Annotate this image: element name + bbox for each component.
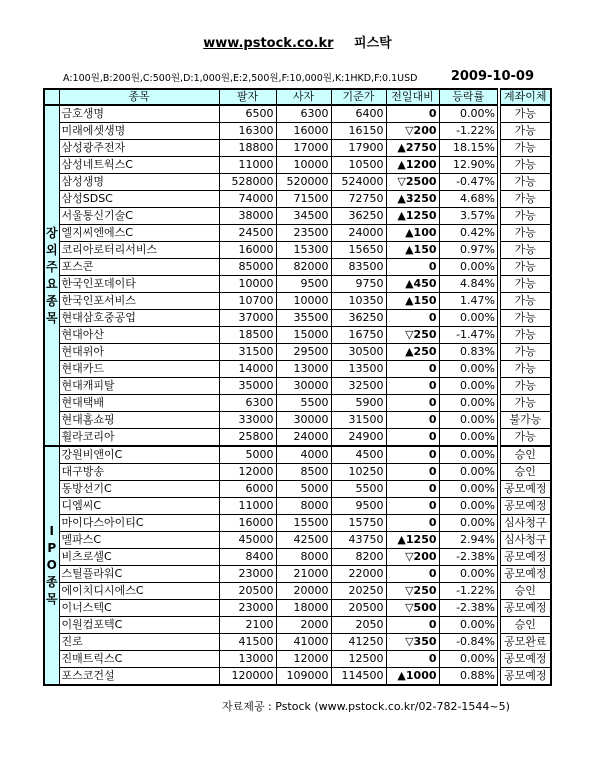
- sell-price-cell: 6000: [219, 481, 276, 498]
- change-cell: 0: [386, 464, 439, 481]
- base-price-cell: 43750: [331, 532, 386, 549]
- sell-price-cell: 16000: [219, 242, 276, 259]
- unit-legend: A:100원,B:200원,C:500원,D:1,000원,E:2,500원,F:10,000원,K:1HKD,F:0.1USD: [63, 73, 418, 84]
- sell-price-cell: 6500: [219, 105, 276, 123]
- change-cell: ▲1200: [386, 157, 439, 174]
- change-cell: 0: [386, 515, 439, 532]
- data-source-credit: 자료제공 : Pstock (www.pstock.co.kr/02-782-1544~5): [222, 700, 510, 713]
- transfer-status-cell: 가능: [499, 310, 551, 327]
- sell-price-cell: 5000: [219, 446, 276, 464]
- rate-cell: -0.47%: [439, 174, 499, 191]
- base-price-cell: 24900: [331, 429, 386, 447]
- table-row: [44, 344, 551, 361]
- change-cell: ▲150: [386, 293, 439, 310]
- rate-cell: -2.38%: [439, 549, 499, 566]
- transfer-status-cell: 가능: [499, 293, 551, 310]
- stock-name-cell: 디엠씨C: [59, 498, 219, 515]
- buy-price-cell: 15500: [276, 515, 331, 532]
- base-price-cell: 10350: [331, 293, 386, 310]
- col-header-change: 전일대비: [386, 89, 439, 105]
- stock-name-cell: 포스콘: [59, 259, 219, 276]
- sell-price-cell: 85000: [219, 259, 276, 276]
- report-date: 2009-10-09: [450, 69, 534, 84]
- rate-cell: 0.00%: [439, 566, 499, 583]
- base-price-cell: 5500: [331, 481, 386, 498]
- base-price-cell: 36250: [331, 310, 386, 327]
- buy-price-cell: 10000: [276, 157, 331, 174]
- change-cell: 0: [386, 566, 439, 583]
- table-row: [44, 140, 551, 157]
- rate-cell: 18.15%: [439, 140, 499, 157]
- stock-name-cell: 스틸플라워C: [59, 566, 219, 583]
- transfer-status-cell: 불가능: [499, 412, 551, 429]
- stock-name-cell: 한국인포데이타: [59, 276, 219, 293]
- sell-price-cell: 8400: [219, 549, 276, 566]
- stock-name-cell: 이원컴포텍C: [59, 617, 219, 634]
- col-header-sell: 팔자: [219, 89, 276, 105]
- table-row: [44, 208, 551, 225]
- rate-cell: 0.00%: [439, 412, 499, 429]
- sell-price-cell: 23000: [219, 600, 276, 617]
- base-price-cell: 31500: [331, 412, 386, 429]
- transfer-status-cell: 공모예정: [499, 651, 551, 668]
- buy-price-cell: 71500: [276, 191, 331, 208]
- buy-price-cell: 30000: [276, 412, 331, 429]
- base-price-cell: 524000: [331, 174, 386, 191]
- base-price-cell: 6400: [331, 105, 386, 123]
- buy-price-cell: 35500: [276, 310, 331, 327]
- change-cell: 0: [386, 259, 439, 276]
- sell-price-cell: 2100: [219, 617, 276, 634]
- transfer-status-cell: 가능: [499, 259, 551, 276]
- rate-cell: 0.00%: [439, 617, 499, 634]
- base-price-cell: 5900: [331, 395, 386, 412]
- base-price-cell: 83500: [331, 259, 386, 276]
- table-row: [44, 242, 551, 259]
- table-row: [44, 464, 551, 481]
- change-cell: ▲1000: [386, 668, 439, 686]
- buy-price-cell: 82000: [276, 259, 331, 276]
- rate-cell: 0.83%: [439, 344, 499, 361]
- sell-price-cell: 11000: [219, 157, 276, 174]
- buy-price-cell: 8000: [276, 498, 331, 515]
- buy-price-cell: 30000: [276, 378, 331, 395]
- transfer-status-cell: 공모예정: [499, 498, 551, 515]
- stock-name-cell: 현대아산: [59, 327, 219, 344]
- transfer-status-cell: 가능: [499, 327, 551, 344]
- rate-cell: -1.47%: [439, 327, 499, 344]
- sell-price-cell: 33000: [219, 412, 276, 429]
- transfer-status-cell: 가능: [499, 276, 551, 293]
- stock-name-cell: 삼성광주전자: [59, 140, 219, 157]
- stock-name-cell: 서울통신기술C: [59, 208, 219, 225]
- stock-name-cell: 대구방송: [59, 464, 219, 481]
- rate-cell: -2.38%: [439, 600, 499, 617]
- rate-cell: 0.00%: [439, 498, 499, 515]
- base-price-cell: 72750: [331, 191, 386, 208]
- base-price-cell: 16150: [331, 123, 386, 140]
- sell-price-cell: 35000: [219, 378, 276, 395]
- stock-name-cell: 현대홈쇼핑: [59, 412, 219, 429]
- transfer-status-cell: 승인: [499, 446, 551, 464]
- buy-price-cell: 6300: [276, 105, 331, 123]
- rate-cell: 0.00%: [439, 481, 499, 498]
- transfer-status-cell: 가능: [499, 344, 551, 361]
- buy-price-cell: 520000: [276, 174, 331, 191]
- transfer-status-cell: 승인: [499, 583, 551, 600]
- sell-price-cell: 20500: [219, 583, 276, 600]
- base-price-cell: 22000: [331, 566, 386, 583]
- col-header-transfer: 계좌이체: [499, 89, 551, 105]
- transfer-status-cell: 승인: [499, 617, 551, 634]
- rate-cell: 3.57%: [439, 208, 499, 225]
- stock-name-cell: 현대삼호중공업: [59, 310, 219, 327]
- table-row: [44, 225, 551, 242]
- buy-price-cell: 24000: [276, 429, 331, 447]
- stock-name-cell: 진매트릭스C: [59, 651, 219, 668]
- rate-cell: 0.00%: [439, 310, 499, 327]
- stock-name-cell: 현대택배: [59, 395, 219, 412]
- table-row: [44, 361, 551, 378]
- change-cell: 0: [386, 429, 439, 447]
- transfer-status-cell: 심사청구: [499, 532, 551, 549]
- change-cell: 0: [386, 395, 439, 412]
- change-cell: ▽250: [386, 583, 439, 600]
- rate-cell: 4.68%: [439, 191, 499, 208]
- change-cell: ▲1250: [386, 532, 439, 549]
- base-price-cell: 20250: [331, 583, 386, 600]
- change-cell: 0: [386, 310, 439, 327]
- sell-price-cell: 74000: [219, 191, 276, 208]
- site-url-link[interactable]: www.pstock.co.kr: [203, 36, 334, 51]
- rate-cell: 0.00%: [439, 361, 499, 378]
- section-label-ipo: I P O 종 목: [44, 446, 59, 685]
- table-row: [44, 600, 551, 617]
- base-price-cell: 20500: [331, 600, 386, 617]
- rate-cell: -1.22%: [439, 123, 499, 140]
- buy-price-cell: 20000: [276, 583, 331, 600]
- base-price-cell: 41250: [331, 634, 386, 651]
- site-name-label: 피스탁: [354, 36, 392, 51]
- change-cell: ▲450: [386, 276, 439, 293]
- sell-price-cell: 10700: [219, 293, 276, 310]
- table-row: [44, 310, 551, 327]
- rate-cell: 0.00%: [439, 651, 499, 668]
- sell-price-cell: 16300: [219, 123, 276, 140]
- base-price-cell: 32500: [331, 378, 386, 395]
- rate-cell: 2.94%: [439, 532, 499, 549]
- sell-price-cell: 10000: [219, 276, 276, 293]
- buy-price-cell: 16000: [276, 123, 331, 140]
- table-row: [44, 105, 551, 123]
- change-cell: 0: [386, 651, 439, 668]
- buy-price-cell: 2000: [276, 617, 331, 634]
- rate-cell: 4.84%: [439, 276, 499, 293]
- transfer-status-cell: 공모예정: [499, 668, 551, 686]
- transfer-status-cell: 공모예정: [499, 549, 551, 566]
- change-cell: ▽200: [386, 123, 439, 140]
- col-header-base: 기준가: [331, 89, 386, 105]
- table-row: [44, 634, 551, 651]
- transfer-status-cell: 가능: [499, 378, 551, 395]
- table-row: [44, 651, 551, 668]
- rate-cell: 0.00%: [439, 446, 499, 464]
- base-price-cell: 24000: [331, 225, 386, 242]
- stock-name-cell: 비츠로셀C: [59, 549, 219, 566]
- buy-price-cell: 8000: [276, 549, 331, 566]
- base-price-cell: 30500: [331, 344, 386, 361]
- rate-cell: 0.88%: [439, 668, 499, 686]
- transfer-status-cell: 심사청구: [499, 515, 551, 532]
- stock-name-cell: 삼성네트웍스C: [59, 157, 219, 174]
- stock-name-cell: 한국인포서비스: [59, 293, 219, 310]
- transfer-status-cell: 가능: [499, 395, 551, 412]
- table-row: [44, 668, 551, 686]
- table-row: [44, 412, 551, 429]
- buy-price-cell: 15300: [276, 242, 331, 259]
- stock-name-cell: 에이치디시에스C: [59, 583, 219, 600]
- table-row: [44, 191, 551, 208]
- buy-price-cell: 10000: [276, 293, 331, 310]
- base-price-cell: 16750: [331, 327, 386, 344]
- buy-price-cell: 41000: [276, 634, 331, 651]
- change-cell: ▲250: [386, 344, 439, 361]
- table-row: [44, 157, 551, 174]
- info-row: [43, 64, 552, 84]
- base-price-cell: 13500: [331, 361, 386, 378]
- stock-name-cell: 삼성생명: [59, 174, 219, 191]
- rate-cell: 0.00%: [439, 464, 499, 481]
- change-cell: 0: [386, 378, 439, 395]
- rate-cell: 12.90%: [439, 157, 499, 174]
- stock-name-cell: 코리아로터리서비스: [59, 242, 219, 259]
- sell-price-cell: 18500: [219, 327, 276, 344]
- rate-cell: 0.42%: [439, 225, 499, 242]
- rate-cell: 0.00%: [439, 429, 499, 447]
- sell-price-cell: 528000: [219, 174, 276, 191]
- buy-price-cell: 5500: [276, 395, 331, 412]
- sell-price-cell: 12000: [219, 464, 276, 481]
- rate-cell: 0.00%: [439, 259, 499, 276]
- sell-price-cell: 45000: [219, 532, 276, 549]
- table-row: [44, 293, 551, 310]
- base-price-cell: 4500: [331, 446, 386, 464]
- table-header-row: [44, 89, 551, 105]
- table-row: [44, 327, 551, 344]
- stock-name-cell: 미래에셋생명: [59, 123, 219, 140]
- rate-cell: 0.00%: [439, 378, 499, 395]
- table-row: [44, 259, 551, 276]
- buy-price-cell: 9500: [276, 276, 331, 293]
- transfer-status-cell: 가능: [499, 105, 551, 123]
- table-row: [44, 498, 551, 515]
- change-cell: ▲1250: [386, 208, 439, 225]
- table-row: [44, 446, 551, 464]
- rate-cell: 0.00%: [439, 515, 499, 532]
- change-cell: ▽250: [386, 327, 439, 344]
- base-price-cell: 9500: [331, 498, 386, 515]
- sell-price-cell: 41500: [219, 634, 276, 651]
- sell-price-cell: 37000: [219, 310, 276, 327]
- table-row: [44, 395, 551, 412]
- rate-cell: 0.00%: [439, 395, 499, 412]
- change-cell: 0: [386, 498, 439, 515]
- stock-name-cell: 진로: [59, 634, 219, 651]
- stock-name-cell: 금호생명: [59, 105, 219, 123]
- table-row: [44, 378, 551, 395]
- table-row: [44, 549, 551, 566]
- sell-price-cell: 13000: [219, 651, 276, 668]
- stock-name-cell: 강원비앤이C: [59, 446, 219, 464]
- buy-price-cell: 109000: [276, 668, 331, 686]
- sell-price-cell: 31500: [219, 344, 276, 361]
- change-cell: ▽2500: [386, 174, 439, 191]
- sell-price-cell: 25800: [219, 429, 276, 447]
- base-price-cell: 10250: [331, 464, 386, 481]
- transfer-status-cell: 가능: [499, 157, 551, 174]
- table-row: [44, 617, 551, 634]
- sell-price-cell: 18800: [219, 140, 276, 157]
- rate-cell: -1.22%: [439, 583, 499, 600]
- rate-cell: -0.84%: [439, 634, 499, 651]
- stock-name-cell: 현대캐피탈: [59, 378, 219, 395]
- change-cell: ▲2750: [386, 140, 439, 157]
- base-price-cell: 9750: [331, 276, 386, 293]
- sell-price-cell: 24500: [219, 225, 276, 242]
- buy-price-cell: 23500: [276, 225, 331, 242]
- stock-name-cell: 휠라코리아: [59, 429, 219, 447]
- buy-price-cell: 34500: [276, 208, 331, 225]
- stock-name-cell: 포스코건설: [59, 668, 219, 686]
- col-header-buy: 사자: [276, 89, 331, 105]
- rate-cell: 0.00%: [439, 105, 499, 123]
- transfer-status-cell: 가능: [499, 174, 551, 191]
- base-price-cell: 17900: [331, 140, 386, 157]
- table-row: [44, 174, 551, 191]
- transfer-status-cell: 가능: [499, 208, 551, 225]
- change-cell: ▽350: [386, 634, 439, 651]
- col-header-name: 종목: [59, 89, 219, 105]
- col-header-rate: 등락률: [439, 89, 499, 105]
- table-row: [44, 583, 551, 600]
- stock-name-cell: 현대카드: [59, 361, 219, 378]
- buy-price-cell: 4000: [276, 446, 331, 464]
- stock-price-table: [43, 88, 552, 686]
- table-row: [44, 276, 551, 293]
- change-cell: ▲3250: [386, 191, 439, 208]
- base-price-cell: 8200: [331, 549, 386, 566]
- page-title: [43, 32, 552, 51]
- change-cell: 0: [386, 361, 439, 378]
- transfer-status-cell: 공모예정: [499, 481, 551, 498]
- base-price-cell: 15750: [331, 515, 386, 532]
- buy-price-cell: 18000: [276, 600, 331, 617]
- rate-cell: 1.47%: [439, 293, 499, 310]
- stock-name-cell: 삼성SDSC: [59, 191, 219, 208]
- transfer-status-cell: 가능: [499, 123, 551, 140]
- table-row: [44, 429, 551, 447]
- transfer-status-cell: 공모예정: [499, 600, 551, 617]
- table-row: [44, 532, 551, 549]
- change-cell: 0: [386, 617, 439, 634]
- transfer-status-cell: 공모완료: [499, 634, 551, 651]
- stock-name-cell: 이너스텍C: [59, 600, 219, 617]
- base-price-cell: 15650: [331, 242, 386, 259]
- transfer-status-cell: 가능: [499, 429, 551, 447]
- transfer-status-cell: 가능: [499, 225, 551, 242]
- transfer-status-cell: 가능: [499, 361, 551, 378]
- transfer-status-cell: 승인: [499, 464, 551, 481]
- stock-name-cell: 현대위아: [59, 344, 219, 361]
- buy-price-cell: 17000: [276, 140, 331, 157]
- change-cell: ▽500: [386, 600, 439, 617]
- change-cell: 0: [386, 105, 439, 123]
- transfer-status-cell: 가능: [499, 242, 551, 259]
- sell-price-cell: 6300: [219, 395, 276, 412]
- change-cell: ▽200: [386, 549, 439, 566]
- stock-name-cell: 멜파스C: [59, 532, 219, 549]
- base-price-cell: 114500: [331, 668, 386, 686]
- sell-price-cell: 23000: [219, 566, 276, 583]
- sell-price-cell: 14000: [219, 361, 276, 378]
- table-row: [44, 566, 551, 583]
- change-cell: ▲150: [386, 242, 439, 259]
- buy-price-cell: 21000: [276, 566, 331, 583]
- stock-name-cell: 마이다스아이티C: [59, 515, 219, 532]
- rate-cell: 0.97%: [439, 242, 499, 259]
- transfer-status-cell: 공모예정: [499, 566, 551, 583]
- table-row: [44, 481, 551, 498]
- transfer-status-cell: 가능: [499, 191, 551, 208]
- section-label-otc: 장 외 주 요 종 목: [44, 105, 59, 446]
- corner-cell: [44, 89, 59, 105]
- buy-price-cell: 5000: [276, 481, 331, 498]
- table-row: [44, 515, 551, 532]
- transfer-status-cell: 가능: [499, 140, 551, 157]
- base-price-cell: 2050: [331, 617, 386, 634]
- table-row: [44, 123, 551, 140]
- change-cell: 0: [386, 481, 439, 498]
- base-price-cell: 10500: [331, 157, 386, 174]
- stock-name-cell: 동방선기C: [59, 481, 219, 498]
- base-price-cell: 36250: [331, 208, 386, 225]
- buy-price-cell: 29500: [276, 344, 331, 361]
- sell-price-cell: 11000: [219, 498, 276, 515]
- buy-price-cell: 42500: [276, 532, 331, 549]
- change-cell: 0: [386, 412, 439, 429]
- buy-price-cell: 8500: [276, 464, 331, 481]
- change-cell: 0: [386, 446, 439, 464]
- sell-price-cell: 120000: [219, 668, 276, 686]
- sell-price-cell: 38000: [219, 208, 276, 225]
- base-price-cell: 12500: [331, 651, 386, 668]
- buy-price-cell: 13000: [276, 361, 331, 378]
- buy-price-cell: 15000: [276, 327, 331, 344]
- sell-price-cell: 16000: [219, 515, 276, 532]
- buy-price-cell: 12000: [276, 651, 331, 668]
- change-cell: ▲100: [386, 225, 439, 242]
- stock-name-cell: 엘지씨엔에스C: [59, 225, 219, 242]
